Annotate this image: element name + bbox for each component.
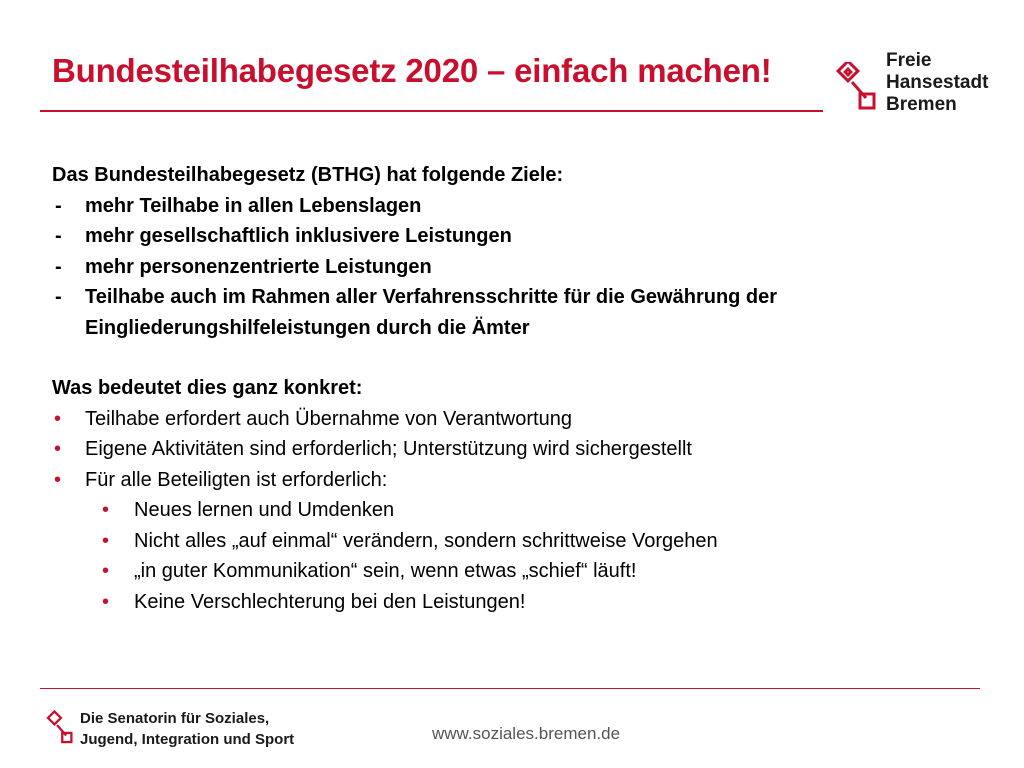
concrete-subitem — [52, 556, 952, 587]
goal-text: Teilhabe auch im Rahmen aller Verfahrensschritte für die Gewährung der Eingliederungshilfeleistungen durch die Ämter — [85, 286, 778, 339]
goal-text: mehr personenzentrierte Leistungen — [85, 255, 432, 278]
concrete-item — [52, 465, 952, 496]
footer-divider — [40, 688, 980, 689]
subitem-text: Neues lernen und Umdenken — [134, 499, 395, 521]
footer-logo-line-1: Die Senatorin für Soziales, — [80, 710, 270, 727]
logo-line-1: Freie — [886, 50, 932, 71]
bremen-key-icon — [832, 62, 878, 114]
goal-item — [52, 282, 885, 343]
bullet-icon: • — [102, 499, 110, 521]
dash-bullet: - — [55, 194, 62, 217]
title-divider — [40, 110, 823, 112]
slide-body — [52, 160, 952, 617]
goal-text: mehr Teilhabe in allen Lebenslagen — [85, 194, 422, 217]
dash-bullet: - — [55, 255, 62, 278]
concrete-subitem — [52, 495, 952, 526]
bullet-icon: • — [102, 590, 110, 613]
concrete-text: Teilhabe erfordert auch Übernahme von Verantwortung — [85, 407, 572, 430]
logo-line-2: Hansestadt — [886, 72, 989, 93]
concrete-item — [52, 434, 952, 465]
goal-item — [52, 252, 952, 283]
bullet-icon: • — [54, 438, 62, 460]
concrete-heading: Was bedeutet dies ganz konkret: — [52, 377, 363, 399]
bullet-icon: • — [54, 468, 62, 491]
concrete-text: Für alle Beteiligten ist erforderlich: — [85, 468, 388, 491]
goals-heading: Das Bundesteilhabegesetz (BTHG) hat folgende Ziele: — [52, 164, 564, 186]
dash-bullet: - — [55, 286, 62, 308]
bremen-key-icon — [44, 710, 74, 748]
bullet-icon: • — [102, 529, 110, 552]
subitem-text: Keine Verschlechterung bei den Leistungen! — [134, 590, 526, 613]
slide-title: Bundesteilhabegesetz 2020 – einfach machen! — [52, 52, 772, 89]
concrete-item — [52, 404, 952, 435]
goal-item — [52, 221, 952, 252]
bremen-logo — [832, 50, 1012, 120]
bullet-icon: • — [54, 407, 62, 430]
concrete-text: Eigene Aktivitäten sind erforderlich; Unterstützung wird sichergestellt — [85, 438, 692, 460]
website-link[interactable]: www.soziales.bremen.de — [432, 724, 621, 743]
logo-line-3: Bremen — [886, 94, 957, 115]
goal-text: mehr gesellschaftlich inklusivere Leistungen — [85, 225, 512, 247]
concrete-subitem — [52, 526, 952, 557]
subitem-text: „in guter Kommunikation“ sein, wenn etwas „schief“ läuft! — [134, 560, 637, 582]
subitem-text: Nicht alles „auf einmal“ verändern, sondern schrittweise Vorgehen — [134, 529, 718, 552]
senatorin-logo — [44, 708, 324, 758]
dash-bullet: - — [55, 225, 62, 247]
goal-item — [52, 191, 952, 222]
bullet-icon: • — [102, 560, 110, 582]
footer-logo-line-2: Jugend, Integration und Sport — [80, 731, 295, 748]
concrete-subitem — [52, 587, 952, 618]
